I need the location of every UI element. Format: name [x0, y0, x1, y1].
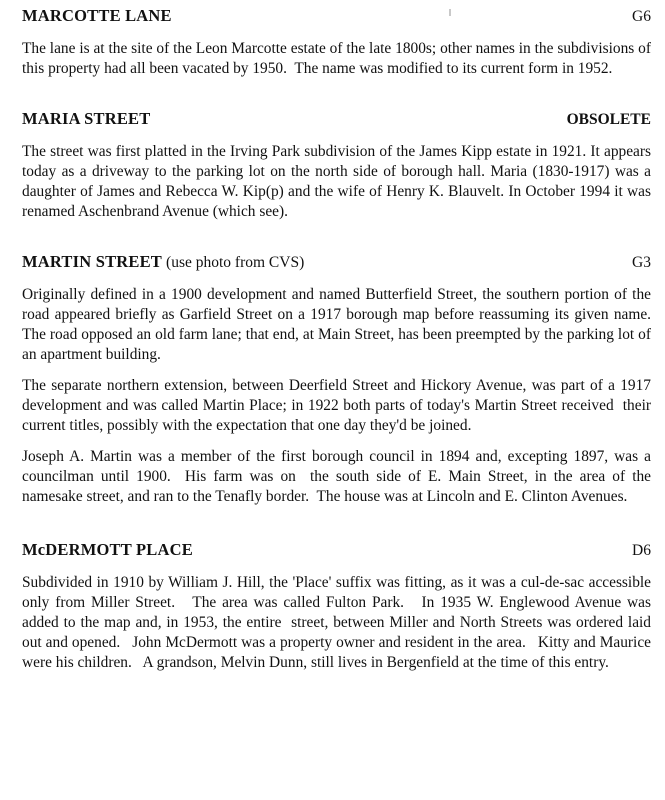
entry-map-code: G3 [632, 254, 651, 272]
entry-paragraph: Subdivided in 1910 by William J. Hill, the 'Place' suffix was fitting, as it was a cul-de-sac accessible only from Miller Street. The area was called Fulton Park. In 1935 W. Englewood Avenue was added to the map and, in 1953, the entire street, between Miller and North Streets was ordered laid out and opened. John McDermott was a property owner and resident in the area. Kitty and Maurice were his children. A grandson, Melvin Dunn, still lives in Bergenfield at the time of this entry. [22, 574, 655, 672]
entry-paragraph: The lane is at the site of the Leon Marcotte estate of the late 1800s; other names in the subdivisions of this property had all been vacated by 1950. The name was modified to its current form in 1952. [22, 40, 655, 78]
entry-editorial-note: (use photo from CVS) [166, 254, 305, 272]
dictionary-entry [22, 6, 655, 79]
entry-header [22, 540, 651, 560]
dictionary-entry [22, 540, 655, 673]
entry-title: McDERMOTT PLACE [22, 540, 193, 560]
entry-title: MARTIN STREET (use photo from CVS) [22, 252, 305, 272]
entry-header [22, 6, 651, 26]
dictionary-entry [22, 252, 659, 507]
entry-status-badge: OBSOLETE [566, 111, 651, 129]
entry-paragraph: The separate northern extension, between Deerfield Street and Hickory Avenue, was part of a 1917 development and was called Martin Place; in 1922 both parts of today's Martin Street received their current titles, possibly with the expectation that one day they'd be joined. [22, 377, 655, 435]
entry-map-code: G6 [632, 8, 651, 25]
entry-title: MARCOTTE LANE [22, 6, 172, 25]
scan-artifact-mark [449, 9, 451, 16]
entry-title: MARIA STREET [22, 109, 151, 129]
entry-header [22, 109, 651, 129]
entry-paragraph: Originally defined in a 1900 development and named Butterfield Street, the southern portion of the road appeared briefly as Garfield Street on a 1917 borough map before reassuming its given name. The road opposed an old farm lane; that end, at Main Street, has been preempted by the parking lot of an apartment building. [22, 286, 659, 364]
entry-paragraph: The street was first platted in the Irving Park subdivision of the James Kipp estate in 1921. It appears today as a driveway to the parking lot on the north side of borough hall. Maria (1830-1917) was a daughter of James and Rebecca W. Kip(p) and the wife of Henry K. Blauvelt. In October 1994 it was renamed Aschenbrand Avenue (which see). [22, 143, 655, 221]
entry-map-code: D6 [632, 542, 651, 560]
dictionary-entry [22, 109, 655, 222]
entry-header [22, 252, 651, 272]
entry-paragraph: Joseph A. Martin was a member of the first borough council in 1894 and, excepting 1897, was a councilman until 1900. His farm was on the south side of E. Main Street, in the area of the namesake street, and ran to the Tenafly border. The house was at Lincoln and E. Clinton Avenues. [22, 448, 655, 506]
